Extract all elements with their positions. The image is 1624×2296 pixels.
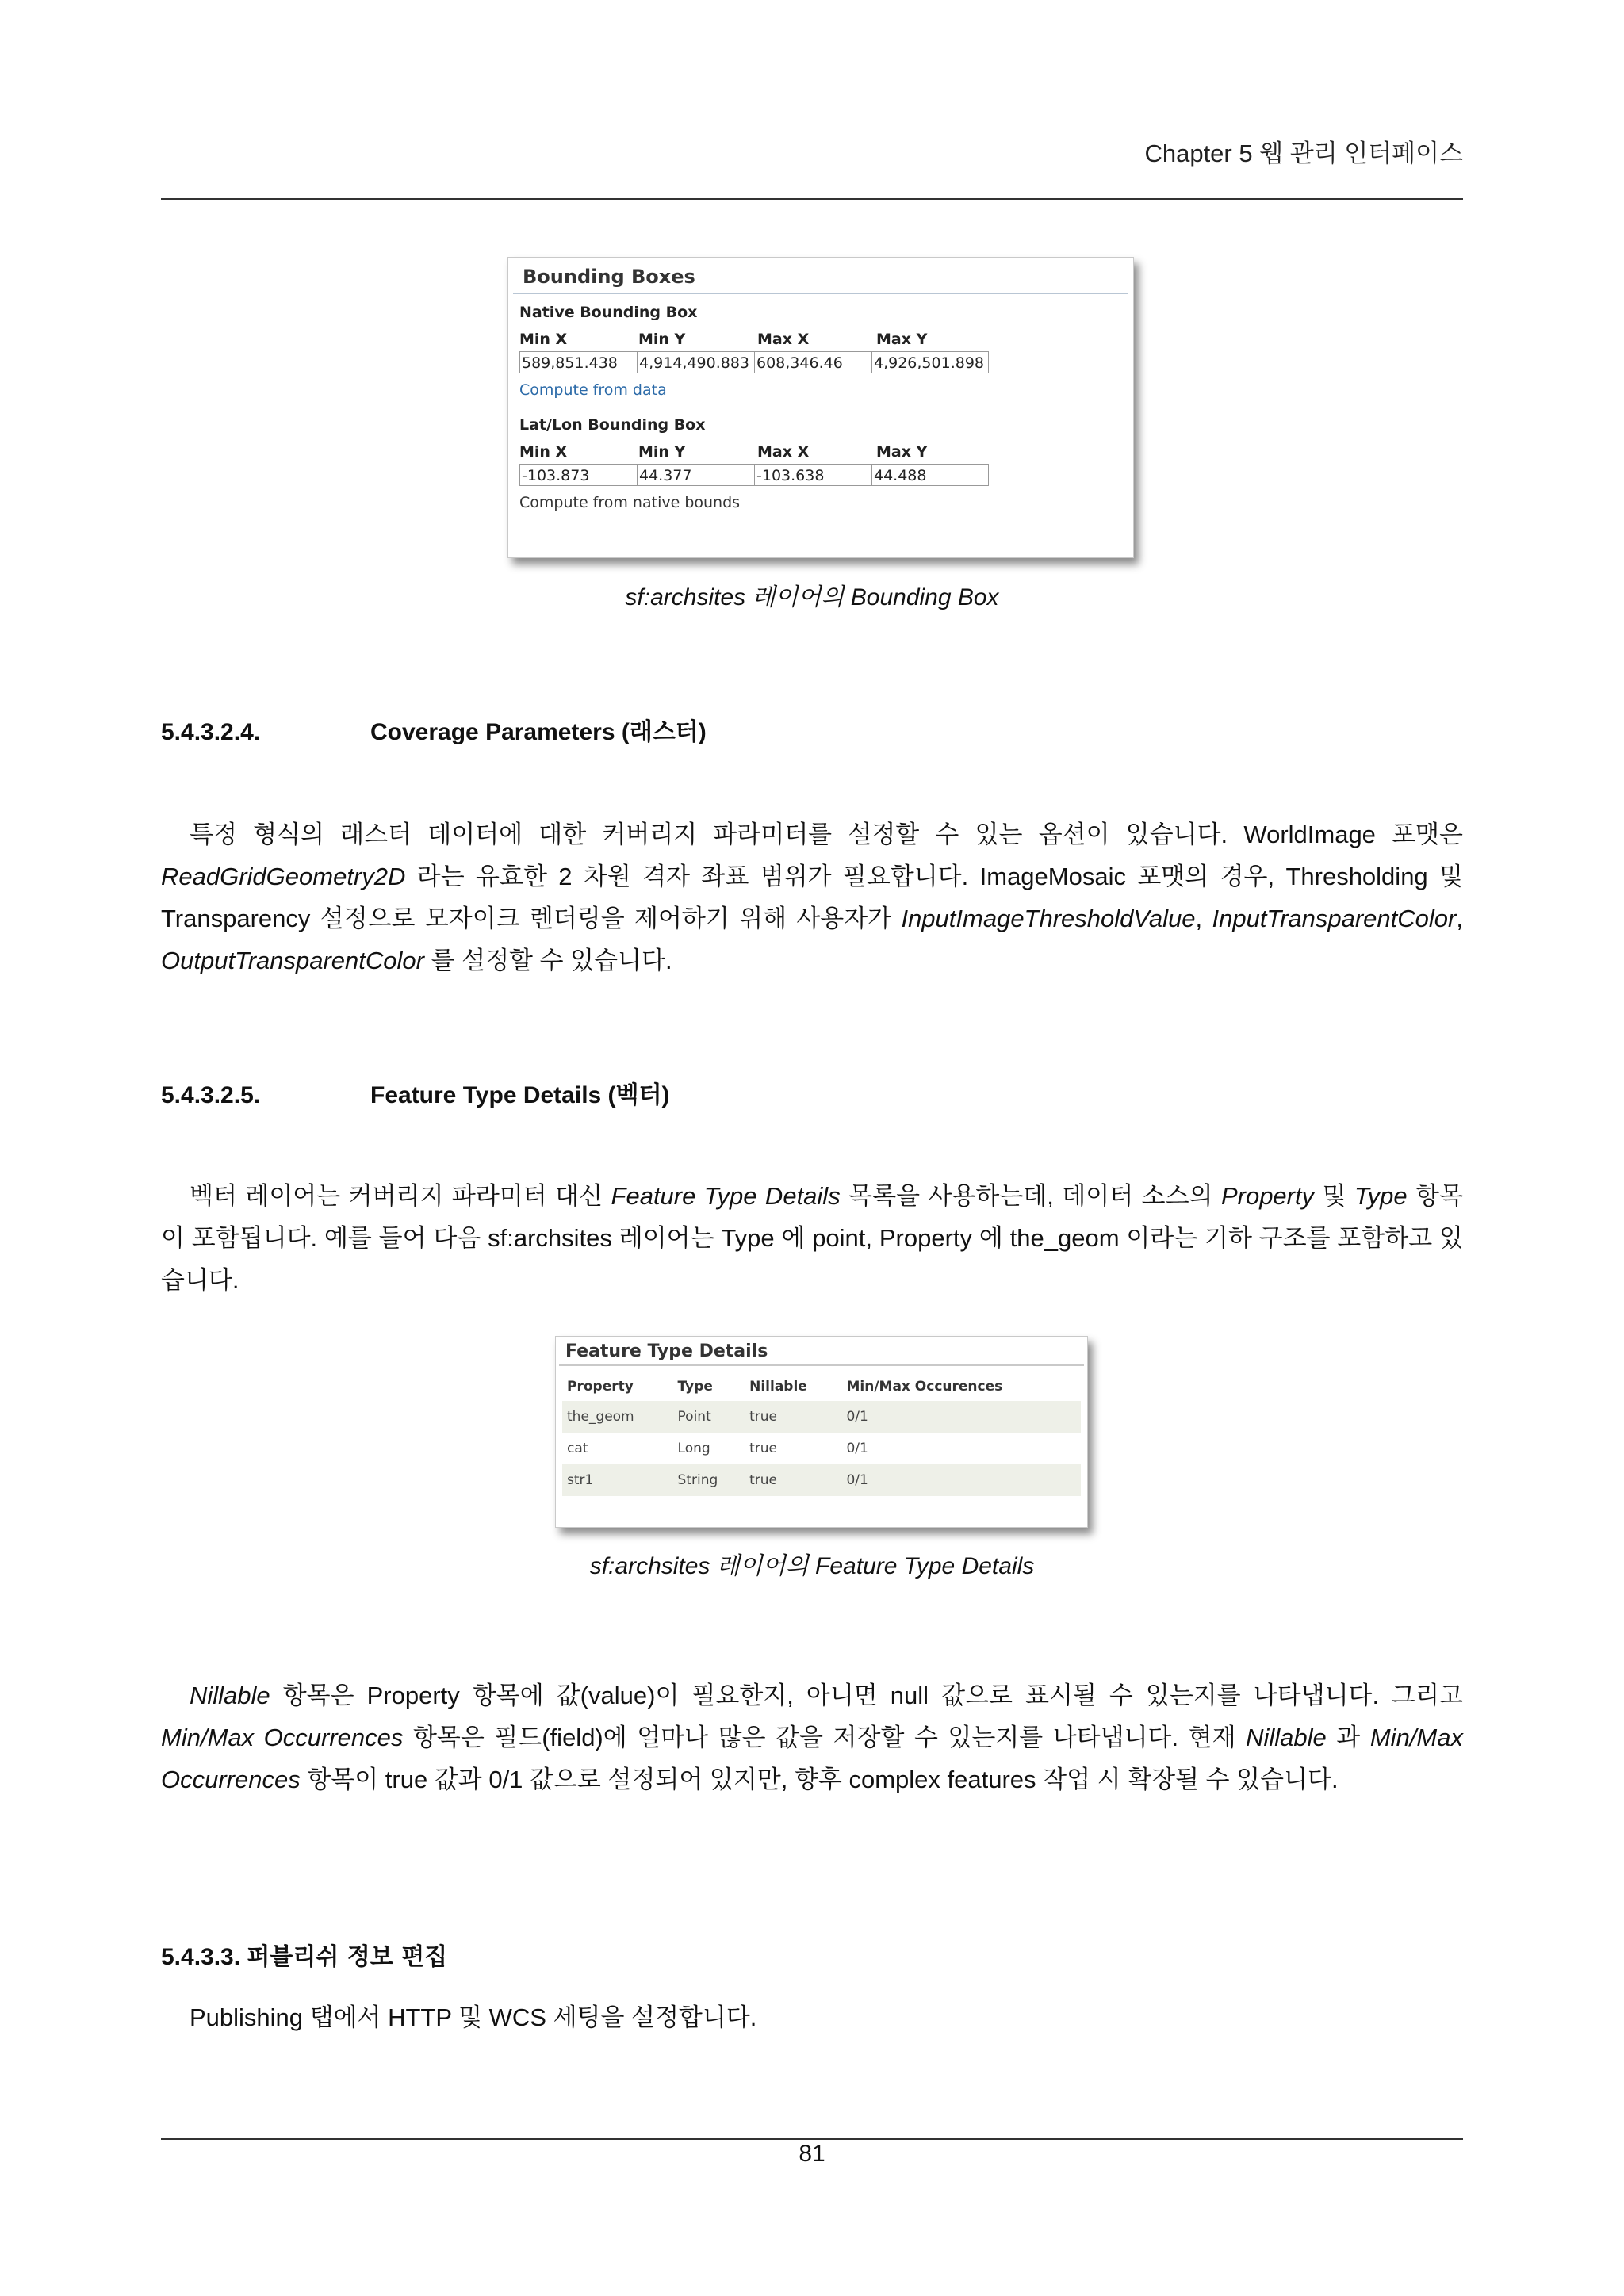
section-title: Coverage Parameters ( — [370, 719, 630, 745]
latlon-bbox-label: Lat/Lon Bounding Box — [519, 416, 706, 434]
compute-from-native-bounds-link[interactable]: Compute from native bounds — [519, 494, 741, 511]
section-number: 5.4.3.3. — [161, 1944, 241, 1970]
native-min-y-input[interactable]: 4,914,490.883 — [637, 351, 754, 373]
feature-type-table — [562, 1372, 1081, 1496]
column-header: Min/Max Occurences — [846, 1379, 1003, 1395]
section-heading-publishing — [161, 1937, 447, 1972]
feature-type-details-title: Feature Type Details — [559, 1337, 1084, 1366]
column-header: Property — [567, 1379, 634, 1395]
feature-type-details-figure — [555, 1336, 1088, 1528]
caption-layer-name: sf:archsites — [625, 584, 746, 610]
column-max-x: Max X — [757, 443, 810, 461]
native-max-y-input[interactable]: 4,926,501.898 — [871, 351, 989, 373]
column-header: Type — [677, 1379, 713, 1395]
section-title-korean: 벡터 — [615, 1081, 662, 1109]
bounding-boxes-title: Bounding Boxes — [513, 258, 1128, 294]
column-min-y: Min Y — [638, 443, 686, 461]
column-header: Nillable — [749, 1379, 807, 1395]
coverage-paragraph: 특정 형식의 래스터 데이터에 대한 커버리지 파라미터를 설정할 수 있는 옵션이 있습니다. WorldImage 포맷은 ReadGridGeometry2D 라는 유효한 2 차원 격자 좌표 범위가 필요합니다. ImageMosaic 포맷의 경우, Thresholding 및 Transparency 설정으로 모자이크 렌더링을 제어하기 위해 사용자가 InputImageThresholdValue, InputTransparentColor, OutputTransparentColor 를 설정할 수 있습니다. — [161, 821, 1463, 974]
latlon-min-y-input[interactable]: 44.377 — [637, 464, 754, 486]
latlon-bbox-columns — [519, 443, 1133, 461]
section-title-end: ) — [661, 1082, 670, 1108]
header-rule — [161, 198, 1463, 200]
footer-rule — [161, 2138, 1463, 2140]
native-max-x-input[interactable]: 608,346.46 — [754, 351, 871, 373]
publishing-paragraph: Publishing 탭에서 HTTP 및 WCS 세팅을 설정합니다. — [190, 2003, 757, 2031]
cell-occurrences: 0/1 — [846, 1441, 868, 1456]
table-header-row — [562, 1372, 1081, 1401]
latlon-bbox-values — [519, 464, 1133, 486]
cell-nillable: true — [749, 1441, 778, 1456]
figure1-caption — [0, 577, 1624, 612]
section-title: Feature Type Details ( — [370, 1082, 616, 1108]
cell-occurrences: 0/1 — [841, 1401, 1081, 1433]
column-min-y: Min Y — [638, 331, 686, 348]
caption-korean: 레이어의 — [752, 584, 845, 611]
column-min-x: Min X — [519, 443, 568, 461]
native-bbox-values — [519, 351, 1133, 373]
bounding-boxes-figure — [508, 257, 1134, 558]
cell-type: Long — [677, 1441, 710, 1456]
cell-property: str1 — [562, 1464, 673, 1496]
cell-nillable: true — [745, 1401, 841, 1433]
latlon-min-x-input[interactable]: -103.873 — [519, 464, 637, 486]
section-number: 5.4.3.2.5. — [161, 1082, 261, 1108]
column-max-y: Max Y — [876, 331, 928, 348]
nillable-paragraph: Nillable 항목은 Property 항목에 값(value)이 필요한지, 아니면 null 값으로 표시될 수 있는지를 나타냅니다. 그리고 Min/Max Occurrences 항목은 필드(field)에 얼마나 많은 값을 저장할 수 있는지를 나타냅니다. 현재 Nillable 과 Min/Max Occurrences 항목이 true 값과 0/1 값으로 설정되어 있지만, 향후 complex features 작업 시 확장될 수 있습니다. — [161, 1682, 1463, 1793]
cell-property: cat — [567, 1441, 588, 1456]
caption-korean: 레이어의 — [716, 1552, 809, 1580]
caption-subject: Bounding Box — [850, 584, 999, 610]
cell-nillable: true — [745, 1464, 841, 1496]
native-min-x-input[interactable]: 589,851.438 — [519, 351, 637, 373]
column-max-x: Max X — [757, 331, 810, 348]
latlon-max-x-input[interactable]: -103.638 — [754, 464, 871, 486]
cell-type: String — [673, 1464, 745, 1496]
cell-type: Point — [673, 1401, 745, 1433]
native-bbox-label: Native Bounding Box — [519, 304, 698, 321]
section-number: 5.4.3.2.4. — [161, 719, 261, 745]
column-min-x: Min X — [519, 331, 568, 348]
cell-property: the_geom — [562, 1401, 673, 1433]
section-title: 퍼블리쉬 정보 편집 — [247, 1943, 448, 1971]
cell-occurrences: 0/1 — [841, 1464, 1081, 1496]
column-max-y: Max Y — [876, 443, 928, 461]
caption-layer-name: sf:archsites — [589, 1553, 710, 1579]
compute-from-data-link[interactable]: Compute from data — [519, 381, 667, 399]
caption-subject: Feature Type Details — [815, 1553, 1035, 1579]
feature-type-paragraph: 벡터 레이어는 커버리지 파라미터 대신 Feature Type Details 목록을 사용하는데, 데이터 소스의 Property 및 Type 항목이 포함됩니다. 예를 들어 다음 sf:archsites 레이어는 Type 에 point, Property 에 the_geom 이라는 기하 구조를 포함하고 있습니다. — [161, 1182, 1464, 1294]
latlon-max-y-input[interactable]: 44.488 — [871, 464, 989, 486]
section-title-korean: 래스터 — [629, 718, 699, 746]
table-row — [562, 1433, 1081, 1464]
table-row — [562, 1401, 1081, 1433]
figure2-caption — [0, 1546, 1624, 1581]
running-header: Chapter 5 웹 관리 인터페이스 — [1144, 140, 1463, 167]
native-bbox-columns — [519, 331, 1133, 348]
section-title-end: ) — [698, 719, 707, 745]
table-row — [562, 1464, 1081, 1496]
section-heading-coverage — [161, 712, 707, 747]
section-heading-feature-type — [161, 1075, 670, 1110]
page-number: 81 — [799, 2141, 825, 2167]
